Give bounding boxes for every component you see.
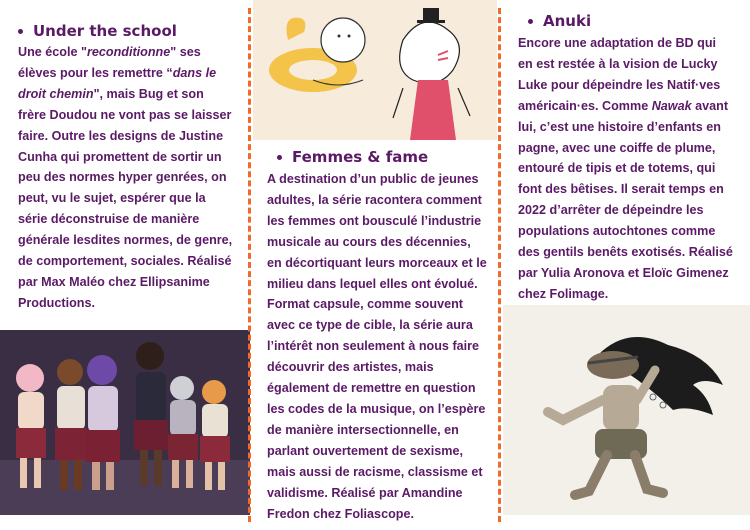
section-title: Femmes & fame [292,148,429,166]
anuki-artwork [503,305,750,515]
column-femmes-and-fame [267,148,487,524]
section-text: A destination d’un public de jeunes adultes, la série racontera comment les femmes ont bousculé l’industrie musicale au cours des décennies, en décortiquant leurs morceaux et le milieu dans lequel elles ont évolué. Format capsule, comme souvent avec ce type de cible, la série aura l’intérêt non seulement à nous faire découvrir des artistes, mais également de remettre en question les codes de la musique, on l’espère de manière intersectionnelle, en parlant ouvertement de sexisme, mais aussi de racisme, classisme et validisme. Réalisé par Amandine Fredon chez Foliascope. [267,172,487,521]
section-heading [18,22,233,40]
section-text [18,42,233,314]
section-title: Under the school [33,22,177,40]
bullet-icon [528,19,533,24]
text-emphasis: dans le droit chemin [18,65,217,101]
column-divider-right [498,8,501,522]
bullet-icon [277,155,282,160]
section-text [518,33,733,305]
text-part: Encore une adaptation de BD qui en est restée à la vision de Lucky Luke pour dépeindre les Natif·ves américain·es. Comme [518,36,721,113]
text-part: avant lui, c’est une histoire d’enfants en pagne, avec une coiffe de plume, entouré de tipis et de totems, qui font des bêtises. Il serait temps en 2022 d’arrêter de dépeindre les populations autochtones comme des gentils benêts exotisés. Réalisé par Yulia Aronova et Eloïc Gimenez chez Folimage. [518,98,733,301]
section-title: Anuki [543,12,592,30]
text-part: Une école " [18,45,87,59]
column-divider-left [248,8,251,522]
illustration-students [0,330,250,515]
illustration-femmes-and-fame [253,0,497,140]
femmes-artwork [253,0,497,140]
section-heading [267,148,487,166]
students-artwork [0,330,250,515]
bullet-icon [18,29,23,34]
text-part: ", mais Bug et son frère Doudou ne vont pas se laisser faire. Outre les designs de Justine Cunha qui promettent de sortir un peu des normes hyper genrées, on peut, vu le sujet, espérer que la série déconstruise de manière générale lesdites normes, de genre, de comportement, sociales. Réalisé par Max Maléo chez Ellipsanime Productions. [18,86,233,310]
column-under-the-school [18,22,233,314]
text-part: " ses élèves pour les remettre “ [18,45,201,80]
illustration-anuki [503,305,750,515]
text-emphasis: Nawak [651,98,692,113]
text-emphasis: reconditionne [86,45,171,59]
column-anuki [518,12,733,305]
section-heading [518,12,733,30]
